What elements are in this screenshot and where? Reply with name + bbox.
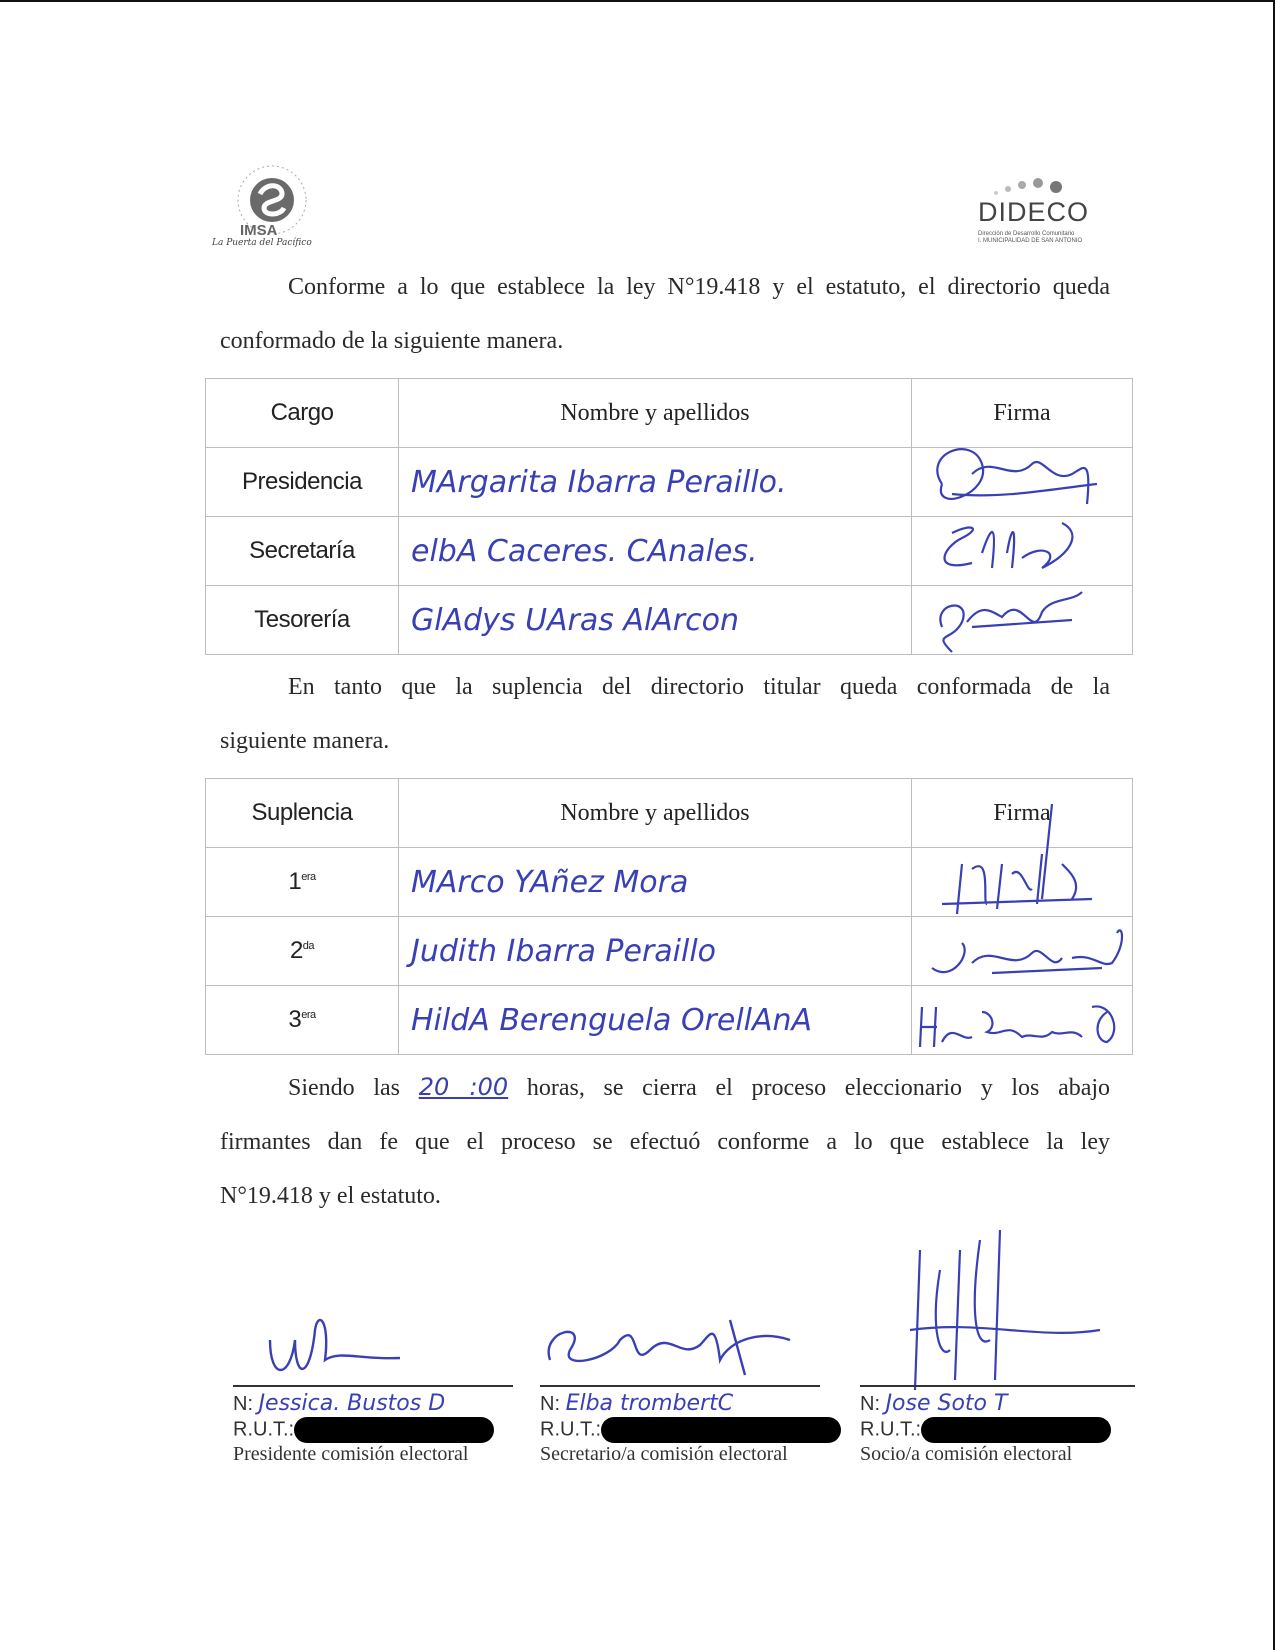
suplencia-line-1: En tanto que la suplencia del directorio titular queda conformada de la	[288, 674, 1110, 700]
table-row	[206, 917, 1133, 986]
cargo-cell: Presidencia	[206, 448, 399, 517]
suplencia-suffix: era	[301, 871, 316, 883]
signature-line	[540, 1385, 820, 1387]
suplencia-num-cell	[206, 917, 399, 986]
signature-image	[250, 1300, 470, 1390]
redacted-rut	[601, 1417, 841, 1443]
signature-image	[900, 1230, 1140, 1400]
closing-pre-time: Siendo las	[288, 1075, 401, 1101]
firma-cell	[912, 586, 1133, 655]
header-cargo: Cargo	[206, 379, 399, 448]
firma-cell	[912, 986, 1133, 1055]
signature-line	[233, 1385, 513, 1387]
suplencia-table	[205, 778, 1133, 1055]
suplencia-num-cell	[206, 848, 399, 917]
imsa-logo-tagline: La Puerta del Pacífico	[212, 238, 312, 248]
suplencia-suffix: era	[301, 1009, 316, 1021]
closing-line-1	[220, 1060, 1110, 1115]
signatory-role: Secretario/a comisión electoral	[540, 1443, 788, 1465]
header-nombre: Nombre y apellidos	[399, 379, 912, 448]
dideco-logo	[978, 175, 1108, 255]
closing-line-3: N°19.418 y el estatuto.	[220, 1183, 441, 1209]
signature-image	[912, 913, 1132, 989]
dideco-logo-sub2: I. MUNICIPALIDAD DE SAN ANTONIO	[978, 238, 1083, 244]
suplencia-num: 3	[288, 1006, 302, 1033]
signature-image	[912, 513, 1132, 589]
header-suplencia: Suplencia	[206, 779, 399, 848]
signatory-name: Elba trombertC	[565, 1391, 734, 1416]
table-row	[206, 448, 1133, 517]
table-row	[206, 586, 1133, 655]
signature-image	[912, 844, 1132, 920]
intro-line-2: conformado de la siguiente manera.	[220, 328, 564, 354]
table-header-row	[206, 379, 1133, 448]
signatory-secretario	[540, 1385, 820, 1469]
signature-image	[912, 444, 1132, 520]
suplencia-num-cell	[206, 986, 399, 1055]
header-nombre: Nombre y apellidos	[399, 779, 912, 848]
directorio-table	[205, 378, 1133, 655]
redacted-rut	[921, 1417, 1111, 1443]
signatory-role: Presidente comisión electoral	[233, 1443, 469, 1465]
signatory-name-row	[540, 1391, 820, 1417]
name-label: N:	[860, 1393, 880, 1415]
signatory-role: Socio/a comisión electoral	[860, 1443, 1073, 1465]
table-row	[206, 986, 1133, 1055]
nombre-cell: GlAdys UAras AlArcon	[399, 586, 912, 655]
intro-paragraph	[220, 260, 1110, 368]
rut-label: R.U.T.:	[860, 1418, 922, 1441]
suplencia-num: 1	[288, 868, 302, 895]
redacted-rut	[294, 1417, 494, 1443]
header-firma: Firma	[912, 379, 1133, 448]
imsa-logo	[212, 160, 328, 260]
signature-image	[912, 582, 1132, 658]
imsa-logo-name: IMSA	[240, 222, 278, 239]
signatory-rut-row	[540, 1417, 820, 1443]
closing-line-2: firmantes dan fe que el proceso se efectuó conforme a lo que establece la ley	[220, 1129, 1110, 1155]
closing-paragraph	[220, 1060, 1110, 1223]
signatory-rut-row	[860, 1417, 1140, 1443]
scan-border-top	[0, 0, 1275, 2]
closing-post-time: horas, se cierra el proceso eleccionario y los abajo	[526, 1075, 1111, 1101]
firma-cell	[912, 448, 1133, 517]
nombre-cell: MArgarita Ibarra Peraillo.	[399, 448, 912, 517]
firma-cell	[912, 917, 1133, 986]
signatory-socio	[860, 1385, 1140, 1469]
suplencia-line-2: siguiente manera.	[220, 728, 390, 754]
signature-image	[530, 1300, 810, 1390]
signatory-name: Jessica. Bustos D	[258, 1391, 446, 1416]
rut-label: R.U.T.:	[233, 1418, 295, 1441]
table-header-row	[206, 779, 1133, 848]
nombre-cell: MArco YAñez Mora	[399, 848, 912, 917]
signatory-name-row	[233, 1391, 513, 1417]
rut-label: R.U.T.:	[540, 1418, 602, 1441]
suplencia-paragraph	[220, 660, 1110, 768]
table-row	[206, 848, 1133, 917]
signatory-name: Jose Soto T	[885, 1391, 1008, 1416]
name-label: N:	[233, 1393, 253, 1415]
firma-cell	[912, 517, 1133, 586]
dideco-logo-name: DIDECO	[978, 197, 1090, 227]
signatory-name-row	[860, 1391, 1140, 1417]
intro-line-1: Conforme a lo que establece la ley N°19.418 y el estatuto, el directorio queda	[288, 274, 1110, 300]
header-firma	[912, 779, 1133, 848]
table-row	[206, 517, 1133, 586]
signature-image	[912, 982, 1132, 1058]
dideco-logo-sub1: Dirección de Desarrollo Comunitario	[978, 231, 1075, 237]
closing-time: 20 :00	[418, 1073, 509, 1101]
signature-line	[860, 1385, 1135, 1387]
suplencia-suffix: da	[302, 940, 315, 952]
nombre-cell: elbA Caceres. CAnales.	[399, 517, 912, 586]
header-firma-label: Firma	[993, 799, 1051, 826]
signatory-presidente	[233, 1385, 513, 1469]
firma-cell	[912, 848, 1133, 917]
suplencia-num: 2	[289, 937, 303, 964]
name-label: N:	[540, 1393, 560, 1415]
cargo-cell: Tesorería	[206, 586, 399, 655]
signatory-rut-row	[233, 1417, 513, 1443]
cargo-cell: Secretaría	[206, 517, 399, 586]
nombre-cell: Judith Ibarra Peraillo	[399, 917, 912, 986]
nombre-cell: HildA Berenguela OrellAnA	[399, 986, 912, 1055]
